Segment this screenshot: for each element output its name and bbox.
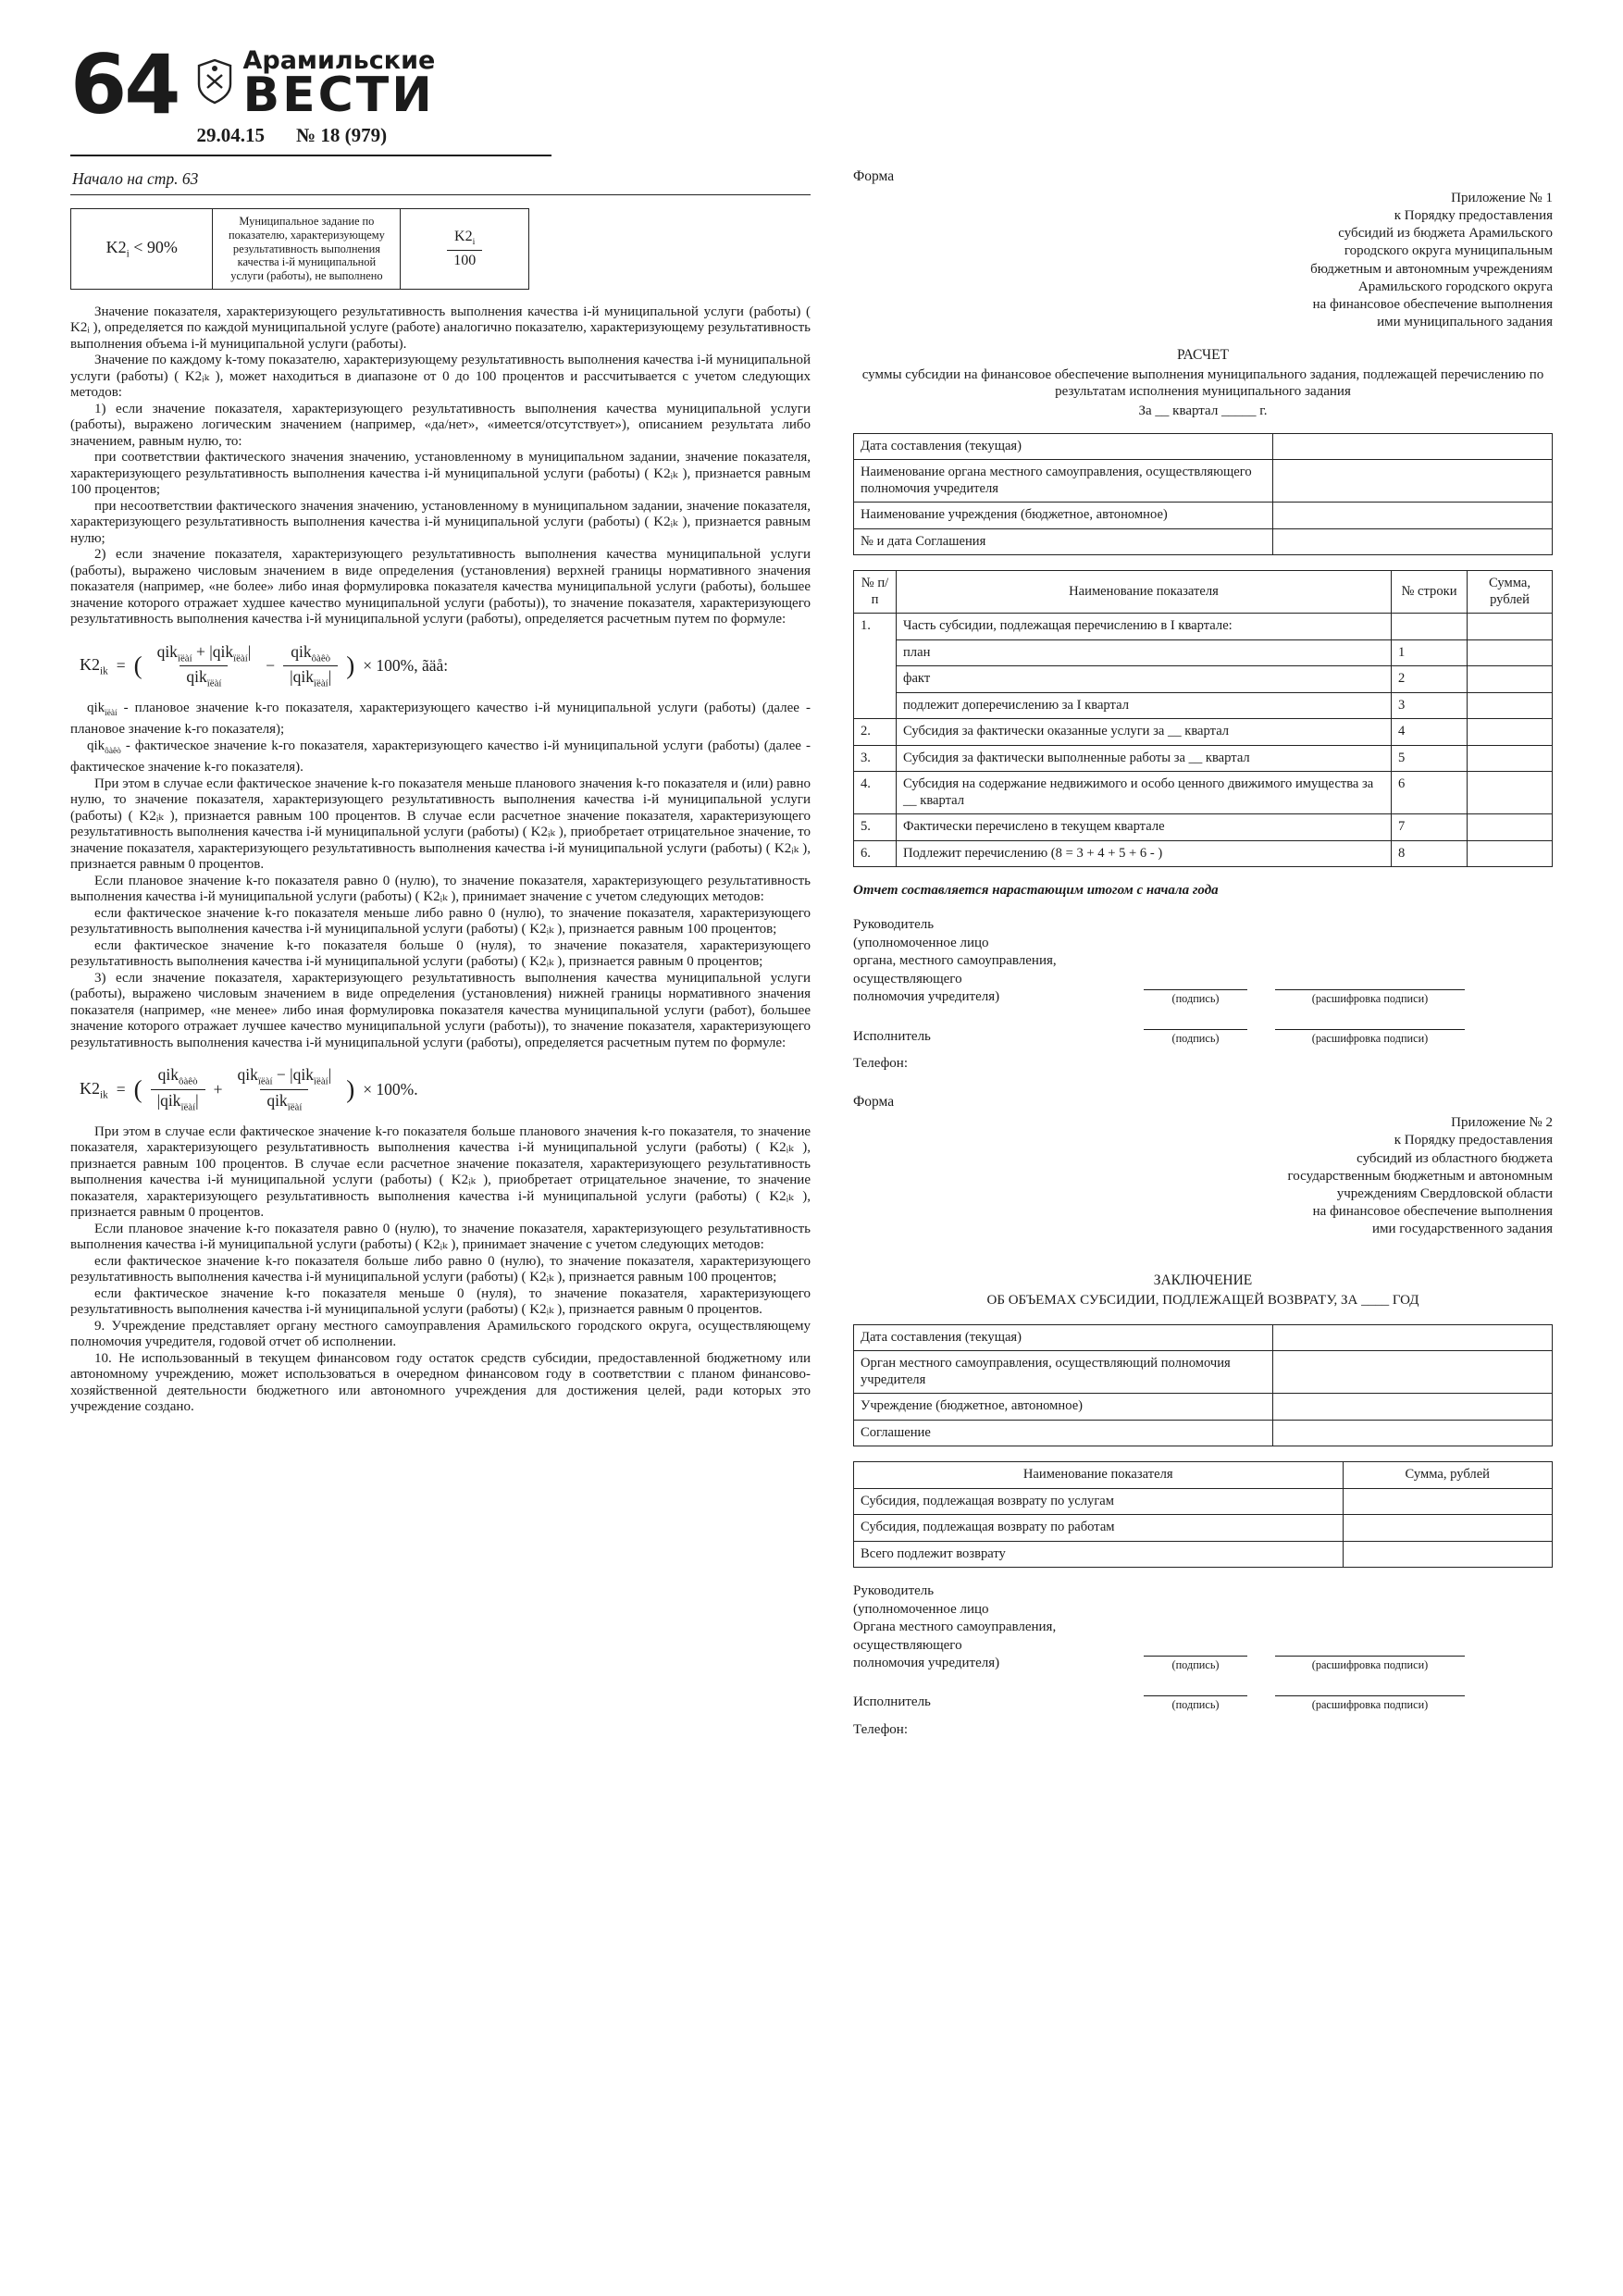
table-row: Субсидия, подлежащая возврату по работам: [854, 1515, 1553, 1542]
fill-in-cell: [1343, 1515, 1553, 1542]
masthead: [70, 37, 551, 156]
paragraph: если фактическое значение k-го показателя меньше 0 (нуля), то значение показателя, характеризующего результативность выполнения качества i-й муниципальной услуги (работы) ( K2ᵢₖ ), признается равным 0 процентов.: [70, 1285, 811, 1318]
table-row: Наименование учреждения (бюджетное, автономное): [854, 503, 1553, 529]
threshold-table: [70, 208, 529, 289]
fill-in-cell: [1468, 614, 1553, 640]
fill-in-cell: [1343, 1541, 1553, 1568]
threshold-fraction: $\frac{K2_i}{100}$: [401, 209, 529, 289]
formula-lower-bound: $K2_{ik}$ = ( $\frac{qik_{ôàêò}}{|qik_{ïëàí}|}$ + $\frac{qik_{ïëàí} - |qik_{ïëàí}|}{qik_{ïëàí}}$ ) × 100%.: [80, 1065, 418, 1113]
fill-in-cell: [1273, 460, 1553, 503]
table-header-row: Наименование показателя Сумма, рублей: [854, 1462, 1553, 1489]
fill-in-cell: [1468, 719, 1553, 746]
threshold-description: Муниципальное задание по показателю, характеризующему результативность выполнения качества i-й муниципальной услуги (работы), не выполнено: [213, 209, 401, 289]
table-row: Учреждение (бюджетное, автономное): [854, 1394, 1553, 1421]
fill-in-cell: [1468, 814, 1553, 841]
table-header-row: № п/п Наименование показателя № строки Сумма, рублей: [854, 571, 1553, 614]
conclusion-title: ЗАКЛЮЧЕНИЕ: [1153, 1272, 1253, 1289]
paragraph: 10. Не использованный в текущем финансовом году остаток средств субсидии, предоставленной бюджетному или автономному учреждению, может использоваться в очередном финансовом году в соответствии с планом финансово-хозяйственной деятельности бюджетного или автономного учреждения для достижения целей, ради которых это учреждение создано.: [70, 1350, 811, 1415]
fill-in-cell: [1273, 1351, 1553, 1394]
brand-name: ВЕСТИ: [242, 68, 435, 123]
page-number: 64: [70, 37, 179, 132]
calc-info-table: [853, 433, 1553, 556]
leader-label: Руководитель (уполномоченное лицо органа, местного самоуправления, осуществляющего полномочия учредителя): [853, 917, 1057, 1005]
table-row: 5. Фактически перечислено в текущем квартале 7: [854, 814, 1553, 841]
paragraph: Если плановое значение k-го показателя равно 0 (нулю), то значение показателя, характеризующего результативность выполнения качества i-й муниципальной услуги (работы) ( K2ᵢₖ ), принимает значение с учетом следующих методов:: [70, 1221, 811, 1253]
right-column: [853, 168, 1553, 1751]
table-row: 2. Субсидия за фактически оказанные услуги за __ квартал 4: [854, 719, 1553, 746]
phone-label: Телефон:: [853, 1056, 908, 1071]
paragraph: Если плановое значение k-го показателя равно 0 (нулю), то значение показателя, характеризующего результативность выполнения качества i-й муниципальной услуги (работы) ( K2ᵢₖ ), принимает значение с учетом следующих методов:: [70, 873, 811, 905]
paragraph: 9. Учреждение представляет органу местного самоуправления Арамильского городского округа, осуществляющему полномочия учредителя, годовой отчет об исполнении.: [70, 1318, 811, 1350]
paragraph: при соответствии фактического значения значению, установленному в муниципальном задании, значение показателя, характеризующего результативность выполнения качества i-й муниципальной услуги (работы) ( K2ᵢₖ ), признается равным 100 процентов;: [70, 450, 811, 498]
signature-decode-line: [1275, 976, 1465, 990]
signature-decode-line: [1275, 1643, 1465, 1657]
paragraph: Значение по каждому k-тому показателю, характеризующему результативность выполнения качества i-й муниципальной услуги (работы) ( K2ᵢₖ ), может находиться в диапазоне от 0 до 100 процентов и рассчитывается с учетом следующих методов:: [70, 353, 811, 401]
coat-of-arms-icon: [196, 58, 233, 109]
paragraph: При этом в случае если фактическое значение k-го показателя меньше планового значения k-го показателя и (или) равно нулю, то значение показателя, характеризующего результативность выполнения качества i-й муниципальной услуги (работы) ( K2ᵢₖ ), признается равным 100 процентов. В случае если расчетное значение показателя, характеризующего результативность выполнения качества i-й муниципальной услуги (работы) ( K2ᵢₖ ), приобретает отрицательное значение, то значение показателя, характеризующего результативность выполнения качества i-й муниципальной услуги (работы) ( K2ᵢₖ ), признается равным 0 процентов.: [70, 776, 811, 873]
form-label: Форма: [853, 1093, 895, 1110]
appendix-1-header: Приложение № 1 к Порядку предоставления субсидий из бюджета Арамильского городского округа муниципальным бюджетным и автономным учреждениям Арамильского городского округа на финансовое обеспечение выполнения ими муниципального задания: [1310, 190, 1553, 330]
article-body: [70, 304, 811, 1416]
continued-note: Начало на стр. 63: [70, 168, 811, 195]
fill-in-cell: [1273, 1394, 1553, 1421]
paragraph: при несоответствии фактического значения значению, установленному в муниципальном задании, значение показателя, характеризующего результативность выполнения качества i-й муниципальной услуги (работы) ( K2ᵢₖ ), признается равным нулю;: [70, 498, 811, 546]
fill-in-cell: [1468, 692, 1553, 719]
calc-subtitle: суммы субсидии на финансовое обеспечение выполнения муниципального задания, подлежащей перечислению по результатам исполнения муниципального задания: [861, 366, 1544, 400]
calc-period: За __ квартал _____ г.: [1138, 403, 1268, 419]
signature-line: [1144, 976, 1247, 990]
paragraph: 3) если значение показателя, характеризующего результативность выполнения качества муниципальной услуги (работы), выражено числовым значением в виде определения (установления) нижней границы нормативного значения показателя (например, «не менее» либо иная формулировка показателя качества муниципальной услуги (работ), большее значение которого отражает лучшее качество муниципальной услуги (работы)), то значение показателя, характеризующего результативность выполнения качества i-й муниципальной услуги (работы), определяется расчетным путем по формуле:: [70, 970, 811, 1050]
signature-block-2: Руководитель (уполномоченное лицо Органа местного самоуправления, осуществляющего полномочия учредителя) (подпись) (расшифровка подписи) Исполнитель (подпись) (расшифровка подписи) Телефон:: [853, 1582, 1553, 1739]
fill-in-cell: [1273, 503, 1553, 529]
appendix-2-header: Приложение № 2 к Порядку предоставления субсидий из областного бюджета государственным бюджетным и автономным учреждениям Свердловской области на финансовое обеспечение выполнения ими государственного задания: [1287, 1115, 1553, 1237]
table-row: план 1: [854, 639, 1553, 666]
fill-in-cell: [1468, 666, 1553, 693]
left-column: [70, 168, 811, 1751]
fill-in-cell: [1273, 528, 1553, 555]
table-row: подлежит доперечислению за I квартал 3: [854, 692, 1553, 719]
table-row: Субсидия, подлежащая возврату по услугам: [854, 1488, 1553, 1515]
phone-label: Телефон:: [853, 1721, 908, 1737]
fill-in-cell: [1273, 1420, 1553, 1446]
fill-in-cell: [1468, 772, 1553, 814]
cumulative-note: Отчет составляется нарастающим итогом с начала года: [853, 883, 1219, 899]
leader-label: Руководитель (уполномоченное лицо Органа местного самоуправления, осуществляющего полномочия учредителя): [853, 1583, 1057, 1671]
table-row: 6. Подлежит перечислению (8 = 3 + 4 + 5 + 6 - ) 8: [854, 840, 1553, 867]
signature-block-1: Руководитель (уполномоченное лицо органа, местного самоуправления, осуществляющего полномочия учредителя) (подпись) (расшифровка подписи) Исполнитель (подпись) (расшифровка подписи) Телефон:: [853, 916, 1553, 1073]
paragraph: если фактическое значение k-го показателя меньше либо равно 0 (нулю), то значение показателя, характеризующего результативность выполнения качества i-й муниципальной услуги (работы) ( K2ᵢₖ ), признается равным 100 процентов;: [70, 905, 811, 937]
table-row: Наименование органа местного самоуправления, осуществляющего полномочия учредителя: [854, 460, 1553, 503]
table-row: факт 2: [854, 666, 1553, 693]
table-row: Соглашение: [854, 1420, 1553, 1446]
qik-fact-symbol: qik$_{ôàêò}$: [87, 738, 121, 756]
table-row: 1. Часть субсидии, подлежащая перечислению в I квартале:: [854, 614, 1553, 640]
definition-plan: qik$_{ïëàí}$ - плановое значение k-го показателя, характеризующего качество i-й муниципальной услуги (работы) (далее - плановое значение k-го показателя);: [70, 700, 811, 738]
calc-table: [853, 570, 1553, 867]
table-row: 3. Субсидия за фактически выполненные работы за __ квартал 5: [854, 745, 1553, 772]
signature-decode-line: [1275, 1682, 1465, 1696]
conclusion-info-table: [853, 1324, 1553, 1447]
paragraph: 2) если значение показателя, характеризующего результативность выполнения качества муниципальной услуги (работы), выражено числовым значением в виде определения (установления) верхней границы нормативного значения показателя (например, «не более» либо иная формулировка показателя качества муниципальной услуги (работы), большее значение которого отражает худшее качество муниципальной услуги (работы)), то значение показателя, характеризующего результативность выполнения качества i-й муниципальной услуги (работы), определяется расчетным путем по формуле:: [70, 547, 811, 627]
calc-title: РАСЧЕТ: [1176, 347, 1230, 364]
dateline: [196, 124, 435, 147]
fill-in-cell: [1343, 1488, 1553, 1515]
table-row: Всего подлежит возврату: [854, 1541, 1553, 1568]
issue-date: 29.04.15: [196, 124, 265, 147]
fill-in-cell: [1468, 639, 1553, 666]
table-row: № и дата Соглашения: [854, 528, 1553, 555]
definition-fact: qik$_{ôàêò}$ - фактическое значение k-го показателя, характеризующего качество i-й муниципальной услуги (работы) (далее - фактическое значение k-го показателя).: [70, 738, 812, 776]
issue-number: № 18 (979): [295, 124, 388, 147]
newspaper-logo: [196, 48, 435, 147]
table-row: Дата составления (текущая): [854, 433, 1553, 460]
threshold-condition: $K2_i < 90\%$: [71, 209, 213, 289]
form-label: Форма: [853, 168, 895, 185]
table-row: Орган местного самоуправления, осуществляющий полномочия учредителя: [854, 1351, 1553, 1394]
return-table: [853, 1461, 1553, 1568]
formula-upper-bound: $K2_{ik}$ = ( $\frac{qik_{ïëàí} + |qik_{ïëàí}|}{qik_{ïëàí}}$ − $\frac{qik_{ôàêò}}{|qik_{ïëàí}|}$ ) × 100%, ãäå:: [80, 641, 449, 689]
signature-decode-line: [1275, 1016, 1465, 1030]
qik-plan-symbol: qik$_{ïëàí}$: [87, 700, 118, 718]
paragraph: 1) если значение показателя, характеризующего результативность выполнения качества муниципальной услуги (работы), выражено логическим значением (например, «да/нет», «имеется/отсутствует»), описанием результата либо значением, равным нулю, то:: [70, 401, 811, 449]
fill-in-cell: [1468, 840, 1553, 867]
fill-in-cell: [1273, 1324, 1553, 1351]
fill-in-cell: [1468, 745, 1553, 772]
signature-line: [1144, 1643, 1247, 1657]
executor-label: Исполнитель: [853, 1694, 931, 1710]
table-row: Дата составления (текущая): [854, 1324, 1553, 1351]
fill-in-cell: [1273, 433, 1553, 460]
paragraph: если фактическое значение k-го показателя больше 0 (нуля), то значение показателя, характеризующего результативность выполнения качества i-й муниципальной услуги (работы) ( K2ᵢₖ ), признается равным 0 процентов;: [70, 937, 811, 970]
signature-line: [1144, 1682, 1247, 1696]
brand-top: Арамильские: [242, 46, 436, 75]
paragraph: если фактическое значение k-го показателя больше либо равно 0 (нулю), то значение показателя, характеризующего результативность выполнения качества i-й муниципальной услуги (работы) ( K2ᵢₖ ), признается равным 100 процентов;: [70, 1253, 811, 1285]
table-row: 4. Субсидия на содержание недвижимого и особо ценного движимого имущества за __ квартал 6: [854, 772, 1553, 814]
paragraph: При этом в случае если фактическое значение k-го показателя больше планового значения k-го показателя, то значение показателя, характеризующего результативность выполнения качества i-й муниципальной услуги (работы) ( K2ᵢₖ ), признается равным 100 процентов. В случае если расчетное значение показателя, характеризующего результативность выполнения качества i-й муниципальной услуги (работы) ( K2ᵢₖ ), приобретает отрицательное значение, то значение показателя, характеризующего результативность выполнения качества i-й муниципальной услуги (работы) ( K2ᵢₖ ), признается равным 0 процентов.: [70, 1123, 811, 1221]
conclusion-subtitle: ОБ ОБЪЕМАХ СУБСИДИИ, ПОДЛЕЖАЩЕЙ ВОЗВРАТУ, ЗА ____ ГОД: [986, 1292, 1419, 1308]
signature-line: [1144, 1016, 1247, 1030]
paragraph: Значение показателя, характеризующего результативность выполнения качества i-й муниципальной услуги (работы) ( K2ᵢ ), определяется по каждой муниципальной услуге (работе) аналогично показателю, характеризующему результативность выполнения объема i-й муниципальной услуги (работы).: [70, 304, 811, 352]
executor-label: Исполнитель: [853, 1028, 931, 1044]
